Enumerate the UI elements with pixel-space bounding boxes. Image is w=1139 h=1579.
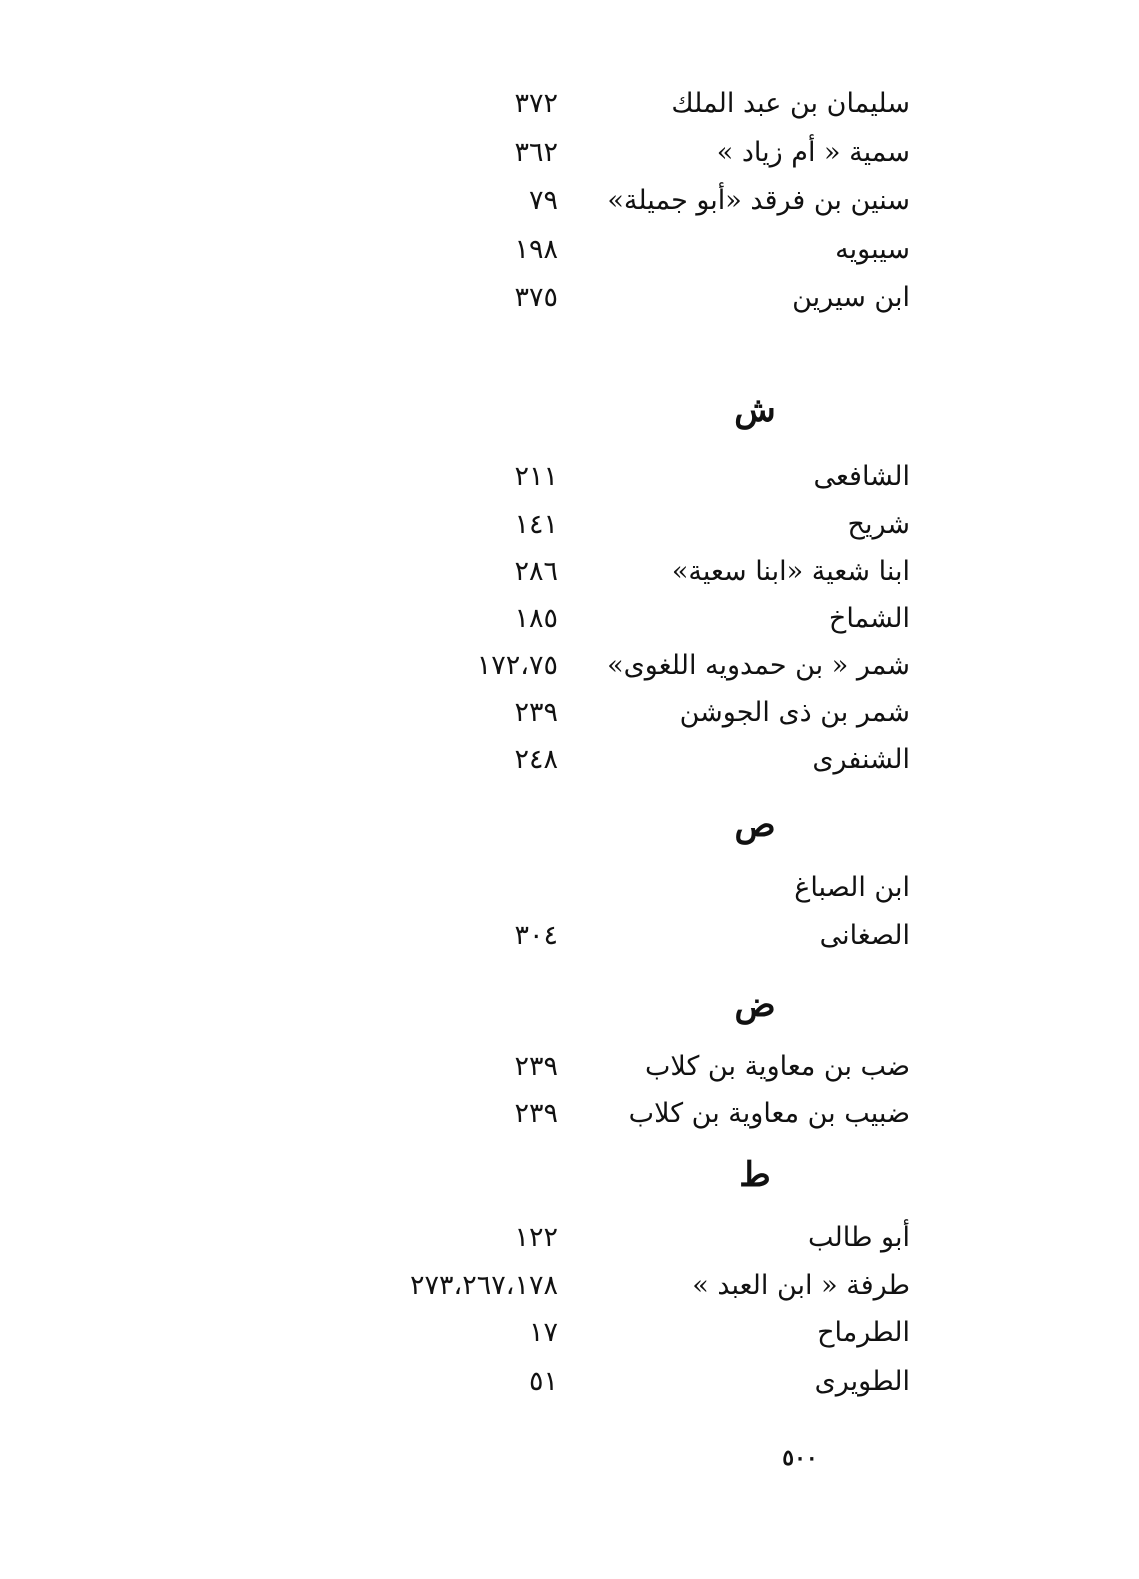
- entry-name: الشماخ: [828, 603, 910, 634]
- index-entry: [0, 179, 1139, 223]
- entry-pages: ٢٧٣،٢٦٧،١٧٨: [410, 1270, 558, 1301]
- entry-name: سمية « أم زياد »: [716, 137, 910, 168]
- entry-name: الشافعى: [813, 461, 910, 492]
- entry-pages: ٢٤٨: [514, 744, 558, 775]
- entry-pages: ١٤١: [514, 509, 558, 540]
- index-entry: [0, 503, 1139, 547]
- entry-name: طرفة « ابن العبد »: [692, 1270, 910, 1301]
- section-letter-ta: ط: [739, 1155, 771, 1195]
- index-entry: [0, 1311, 1139, 1355]
- entry-pages: ٣٧٥: [514, 282, 558, 313]
- index-entry: [0, 276, 1139, 320]
- entry-pages: ١٧٢،٧٥: [476, 650, 558, 681]
- index-entry: [0, 1045, 1139, 1089]
- index-entry: [0, 1092, 1139, 1136]
- entry-pages: ١٧: [528, 1317, 558, 1348]
- entry-name: سيبويه: [835, 234, 910, 265]
- entry-pages: ٣٧٢: [514, 88, 558, 119]
- entry-pages: ١٢٢: [514, 1222, 558, 1253]
- index-entry: [0, 691, 1139, 735]
- index-entry: [0, 1264, 1139, 1308]
- section-letter-sad: ص: [734, 805, 776, 845]
- index-entry: [0, 82, 1139, 126]
- entry-name: ابن الصباغ: [794, 872, 910, 903]
- index-entry: [0, 131, 1139, 175]
- index-entry: [0, 1216, 1139, 1260]
- index-entry: [0, 597, 1139, 641]
- section-letter-dad: ض: [734, 985, 776, 1025]
- entry-pages: ٢٣٩: [514, 1098, 558, 1129]
- entry-name: الصغانى: [819, 920, 910, 951]
- entry-name: سليمان بن عبد الملك: [671, 88, 910, 119]
- entry-pages: ٢٣٩: [514, 1051, 558, 1082]
- entry-name: سنين بن فرقد «أبو جميلة»: [607, 185, 910, 216]
- index-entry: [0, 228, 1139, 272]
- entry-pages: ١٨٥: [514, 603, 558, 634]
- entry-name: شمر « بن حمدويه اللغوى»: [607, 650, 910, 681]
- entry-name: الشنفرى: [812, 744, 910, 775]
- page-number: ٥٠٠: [782, 1445, 818, 1471]
- entry-name: ابن سيرين: [792, 282, 910, 313]
- section-letter-shin: ش: [734, 390, 776, 430]
- entry-pages: ١٩٨: [514, 234, 558, 265]
- entry-pages: ٣٠٤: [514, 920, 558, 951]
- entry-name: الطرماح: [817, 1317, 910, 1348]
- entry-name: أبو طالب: [807, 1222, 910, 1253]
- entry-name: ضب بن معاوية بن كلاب: [644, 1051, 910, 1082]
- index-entry: [0, 455, 1139, 499]
- entry-pages: ٢٨٦: [514, 556, 558, 587]
- entry-name: الطويرى: [814, 1366, 910, 1397]
- entry-pages: ٧٩: [528, 185, 558, 216]
- entry-pages: ٥١: [528, 1366, 558, 1397]
- entry-pages: ٣٦٢: [514, 137, 558, 168]
- index-entry: [0, 550, 1139, 594]
- index-entry: [0, 866, 1139, 910]
- index-entry: [0, 1360, 1139, 1404]
- entry-name: ابنا شعية «ابنا سعية»: [671, 556, 910, 587]
- entry-name: شريح: [847, 509, 910, 540]
- entry-pages: ٢١١: [514, 461, 558, 492]
- index-entry: [0, 914, 1139, 958]
- index-entry: [0, 738, 1139, 782]
- entry-pages: ٢٣٩: [514, 697, 558, 728]
- index-entry: [0, 644, 1139, 688]
- entry-name: ضبيب بن معاوية بن كلاب: [628, 1098, 910, 1129]
- entry-name: شمر بن ذى الجوشن: [679, 697, 910, 728]
